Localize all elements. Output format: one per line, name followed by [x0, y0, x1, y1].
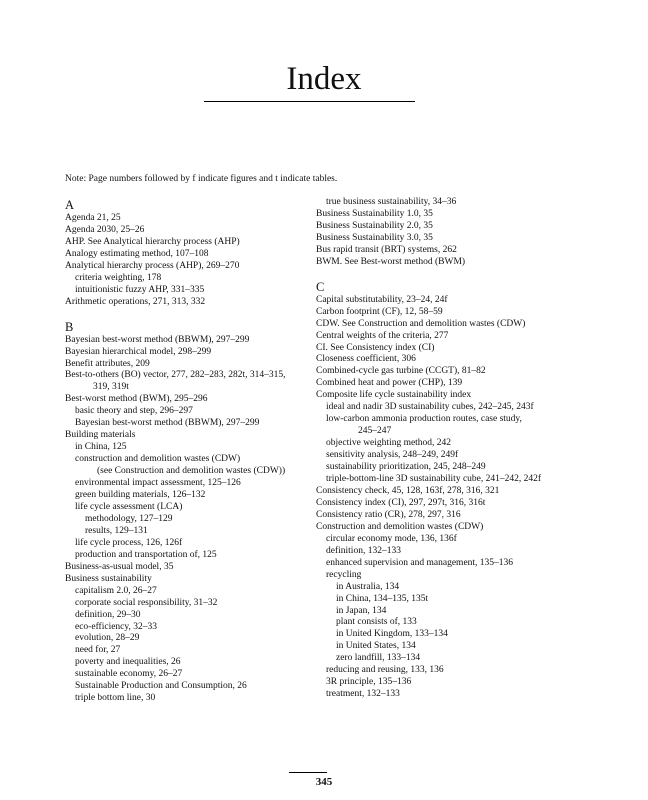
index-entry: Combined-cycle gas turbine (CCGT), 81–82	[316, 366, 486, 377]
index-column-left	[65, 197, 310, 705]
index-entry-continuation: 319, 319t	[93, 382, 129, 393]
index-subentry: need for, 27	[75, 645, 121, 656]
index-subsubentry: methodology, 127–129	[85, 513, 173, 524]
index-entry-continuation: (see Construction and demolition wastes (CDW))	[97, 466, 286, 477]
index-entry: Arithmetic operations, 271, 313, 332	[65, 296, 206, 307]
index-subsubentry: zero landfill, 133–134	[336, 653, 421, 664]
index-subentry: ideal and nadir 3D sustainability cubes, 242–245, 243f	[326, 402, 534, 413]
index-entry: Agenda 2030, 25–26	[65, 224, 145, 235]
index-entry: Building materials	[65, 430, 136, 441]
index-subsubentry: results, 129–131	[85, 525, 148, 536]
index-subentry: capitalism 2.0, 26–27	[75, 585, 157, 596]
index-subentry: Bayesian best-worst method (BBWM), 297–299	[75, 418, 260, 429]
index-subentry: low-carbon ammonia production routes, case study,	[326, 414, 522, 425]
section-heading-a: A	[65, 198, 75, 212]
section-heading-b: B	[65, 319, 74, 334]
index-subentry: corporate social responsibility, 31–32	[75, 597, 218, 608]
index-subentry: objective weighting method, 242	[326, 438, 452, 449]
index-subentry: sensitivity analysis, 248–249, 249f	[326, 450, 459, 461]
index-subentry: evolution, 28–29	[75, 633, 140, 644]
index-entry: Consistency check, 45, 128, 163f, 278, 316, 321	[316, 485, 500, 496]
page-title: Index	[286, 61, 362, 97]
index-entry: Bayesian best-worst method (BBWM), 297–299	[65, 334, 250, 345]
index-subentry: 3R principle, 135–136	[326, 677, 412, 688]
index-entry: Composite life cycle sustainability index	[316, 390, 472, 401]
index-subentry: in China, 125	[75, 442, 127, 453]
index-subentry: triple-bottom-line 3D sustainability cube, 241–242, 242f	[326, 474, 542, 485]
index-entry: AHP. See Analytical hierarchy process (AHP)	[65, 236, 240, 247]
index-subentry: Sustainable Production and Consumption, 26	[75, 681, 247, 692]
index-entry: Bayesian hierarchical model, 298–299	[65, 346, 212, 357]
index-subsubentry: in Australia, 134	[336, 581, 400, 592]
index-entry: Capital substitutability, 23–24, 24f	[316, 294, 448, 305]
index-entry: Business sustainability	[65, 573, 152, 584]
index-entry: Central weights of the criteria, 277	[316, 330, 449, 341]
index-entry: Best-to-others (BO) vector, 277, 282–283, 282t, 314–315,	[65, 370, 286, 381]
index-subentry: treatment, 132–133	[326, 689, 400, 700]
index-subentry: green building materials, 126–132	[75, 490, 206, 501]
index-subsubentry: in United States, 134	[336, 641, 416, 652]
index-entry: Consistency ratio (CR), 278, 297, 316	[316, 509, 461, 520]
index-entry: Analogy estimating method, 107–108	[65, 248, 209, 259]
index-subentry: production and transportation of, 125	[75, 549, 217, 560]
index-subentry: triple bottom line, 30	[75, 693, 156, 704]
page-number-rule	[289, 772, 327, 773]
index-subentry: reducing and reusing, 133, 136	[326, 665, 444, 676]
index-subentry: definition, 29–30	[75, 609, 141, 620]
index-entry: BWM. See Best-worst method (BWM)	[316, 256, 466, 267]
index-entry: Agenda 21, 25	[65, 213, 121, 223]
index-entry: Carbon footprint (CF), 12, 58–59	[316, 306, 443, 317]
index-entry: Business Sustainability 1.0, 35	[316, 208, 433, 219]
index-entry: Business-as-usual model, 35	[65, 561, 174, 572]
index-subentry: poverty and inequalities, 26	[75, 657, 181, 668]
page-number: 345	[315, 776, 333, 788]
index-entry: Closeness coefficient, 306	[316, 354, 416, 365]
index-subentry: definition, 132–133	[326, 545, 401, 556]
index-subentry: construction and demolition wastes (CDW)	[75, 454, 241, 465]
index-subentry: sustainability prioritization, 245, 248–249	[326, 462, 486, 473]
index-subentry: environmental impact assessment, 125–126	[75, 478, 241, 489]
title-underline	[204, 101, 415, 102]
index-entry: Best-worst method (BWM), 295–296	[65, 394, 208, 405]
index-subsubentry: plant consists of, 133	[336, 617, 417, 628]
index-entry: Bus rapid transit (BRT) systems, 262	[316, 244, 457, 255]
index-entry: CI. See Consistency index (CI)	[316, 342, 435, 353]
index-subsubentry: in Japan, 134	[336, 605, 387, 616]
index-subentry: eco-efficiency, 32–33	[75, 621, 158, 632]
index-subentry: recycling	[326, 569, 362, 580]
index-subentry: sustainable economy, 26–27	[75, 669, 183, 680]
index-subentry: life cycle process, 126, 126f	[75, 537, 183, 548]
index-entry: Business Sustainability 2.0, 35	[316, 220, 433, 231]
index-entry: Combined heat and power (CHP), 139	[316, 378, 463, 389]
index-subsubentry: in China, 134–135, 135t	[336, 593, 429, 604]
index-subentry: criteria weighting, 178	[75, 272, 162, 283]
index-subentry: intuitionistic fuzzy AHP, 331–335	[75, 284, 205, 295]
index-entry: Construction and demolition wastes (CDW)	[316, 521, 484, 532]
index-subentry: enhanced supervision and management, 135–136	[326, 557, 514, 568]
index-column-right	[316, 197, 586, 701]
index-entry: CDW. See Construction and demolition wastes (CDW)	[316, 318, 526, 329]
index-subentry: circular economy mode, 136, 136f	[326, 533, 457, 544]
index-subentry: true business sustainability, 34–36	[326, 197, 457, 207]
index-entry: Benefit attributes, 209	[65, 358, 150, 369]
index-entry: Consistency index (CI), 297, 297t, 316, 316t	[316, 497, 486, 508]
index-note: Note: Page numbers followed by f indicate figures and t indicate tables.	[65, 174, 338, 184]
index-subentry: basic theory and step, 296–297	[75, 406, 193, 417]
index-entry-continuation: 245–247	[358, 426, 392, 437]
index-entry: Business Sustainability 3.0, 35	[316, 232, 433, 243]
index-subsubentry: in United Kingdom, 133–134	[336, 629, 448, 640]
index-subentry: life cycle assessment (LCA)	[75, 501, 183, 512]
index-entry: Analytical hierarchy process (AHP), 269–270	[65, 260, 240, 271]
section-heading-c: C	[316, 279, 325, 294]
